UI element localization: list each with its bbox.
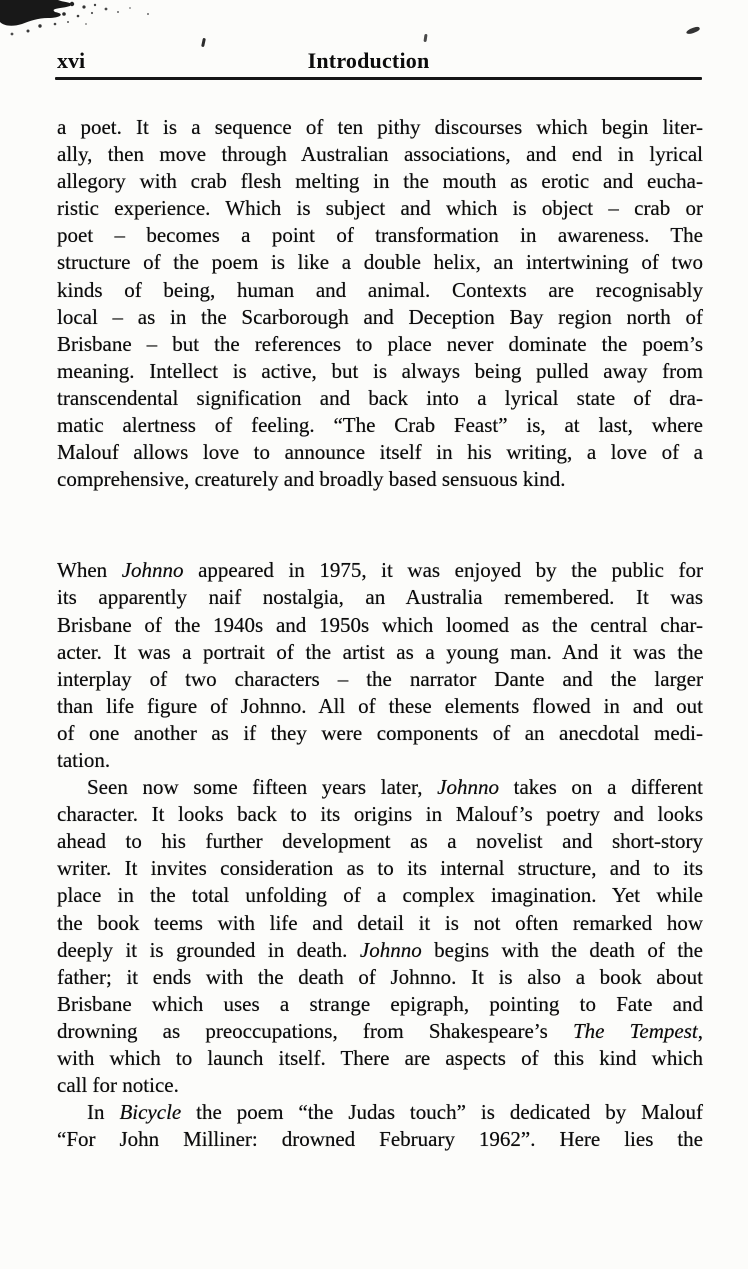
text-line [57, 693, 703, 720]
text-line [57, 639, 703, 666]
text-run: In [87, 1100, 120, 1125]
text-line [57, 331, 703, 358]
text-section-1 [57, 114, 703, 493]
italic-run: Johnno [359, 937, 422, 962]
text-line [57, 304, 703, 331]
text-run: character. It looks back to its origins in Malouf’s poetry and looks [57, 802, 703, 827]
text-run: transcendental signification and back into a lyrical state of dra- [57, 385, 703, 410]
text-line [57, 141, 703, 168]
text-run: When [57, 558, 122, 583]
ink-speck [201, 38, 206, 47]
text-line [57, 937, 703, 964]
italic-run: Johnno [437, 775, 499, 800]
text-run: appeared in 1975, it was enjoyed by the public for [183, 558, 703, 583]
text-run: begins with the death of the [421, 937, 703, 962]
text-line [57, 277, 703, 304]
text-line [57, 991, 703, 1018]
text-line [57, 747, 703, 774]
text-run: poet – becomes a point of transformation in awareness. The [57, 223, 703, 248]
text-line [57, 964, 703, 991]
text-line [57, 412, 703, 439]
text-line [57, 720, 703, 747]
text-run: “For John Milliner: drowned February 1962”. Here lies the [57, 1127, 703, 1152]
text-run: Brisbane – but the references to place never dominate the poem’s [57, 331, 703, 356]
text-run: local – as in the Scarborough and Deception Bay region north of [57, 304, 703, 329]
text-line [57, 666, 703, 693]
text-line [57, 774, 703, 801]
text-line [57, 557, 703, 584]
ink-squiggle [686, 26, 701, 35]
text-run: kinds of being, human and animal. Contexts are recognisably [57, 277, 703, 302]
ink-speck [423, 34, 427, 42]
text-line [57, 168, 703, 195]
text-run: comprehensive, creaturely and broadly based sensuous kind. [57, 467, 566, 492]
running-header [57, 48, 702, 74]
text-line [57, 1018, 703, 1045]
text-line [57, 801, 703, 828]
text-run: acter. It was a portrait of the artist as a young man. And it was the [57, 639, 703, 664]
text-line [57, 1045, 703, 1072]
text-run: deeply it is grounded in death. [57, 937, 360, 962]
text-line [57, 1072, 703, 1099]
text-line [57, 584, 703, 611]
text-line [57, 439, 703, 466]
text-run: ahead to his further development as a novelist and short-story [57, 829, 703, 854]
text-line [57, 882, 703, 909]
text-line [57, 828, 703, 855]
text-line [57, 358, 703, 385]
text-line [57, 466, 703, 493]
text-run: the poem “the Judas touch” is dedicated by Malouf [181, 1100, 703, 1125]
text-run: ristic experience. Which is subject and which is object – crab or [57, 196, 703, 221]
text-run: drowning as preoccupations, from Shakespeare’s [57, 1018, 573, 1043]
text-run: call for notice. [57, 1073, 179, 1098]
text-run: place in the total unfolding of a complex imagination. Yet while [57, 883, 703, 908]
text-run: of one another as if they were components of an anecdotal medi- [57, 720, 703, 745]
text-line [57, 1099, 703, 1126]
text-run: Seen now some fifteen years later, [87, 775, 438, 800]
text-line [57, 855, 703, 882]
text-run: its apparently naif nostalgia, an Australia remembered. It was [57, 585, 703, 610]
page-number: xvi [57, 48, 86, 73]
page-text-body [57, 114, 703, 1153]
text-line [57, 385, 703, 412]
text-run: meaning. Intellect is active, but is always being pulled away from [57, 358, 703, 383]
italic-run: Bicycle [119, 1100, 182, 1125]
text-run: , [697, 1018, 703, 1043]
text-run: the book teems with life and detail it is not often remarked how [57, 910, 703, 935]
text-line [57, 612, 703, 639]
header-rule [55, 77, 702, 80]
running-title: Introduction [307, 48, 430, 73]
text-run: takes on a different [498, 775, 703, 800]
text-run: than life figure of Johnno. All of these elements flowed in and out [57, 693, 703, 718]
text-line [57, 249, 703, 276]
text-line [57, 222, 703, 249]
text-run: matic alertness of feeling. “The Crab Feast” is, at last, where [57, 413, 703, 438]
text-run: tation. [57, 747, 111, 772]
text-run: allegory with crab flesh melting in the mouth as erotic and eucha- [57, 169, 703, 194]
text-run: writer. It invites consideration as to its internal structure, and to its [57, 856, 703, 881]
text-run: Brisbane which uses a strange epigraph, pointing to Fate and [57, 991, 703, 1016]
text-run: Brisbane of the 1940s and 1950s which loomed as the central char- [57, 612, 703, 637]
text-run: Malouf allows love to announce itself in his writing, a love of a [57, 440, 703, 465]
text-line [57, 114, 703, 141]
text-run: with which to launch itself. There are aspects of this kind which [57, 1046, 703, 1070]
text-run: a poet. It is a sequence of ten pithy discourses which begin liter- [57, 115, 703, 139]
italic-run: The Tempest [573, 1018, 698, 1043]
text-run: father; it ends with the death of Johnno. It is also a book about [57, 964, 703, 989]
text-line [57, 910, 703, 937]
italic-run: Johnno [121, 558, 184, 583]
text-run: structure of the poem is like a double helix, an intertwining of two [57, 250, 703, 275]
text-line [57, 195, 703, 222]
text-run: interplay of two characters – the narrator Dante and the larger [57, 666, 703, 691]
text-line [57, 1126, 703, 1153]
text-run: ally, then move through Australian associations, and end in lyrical [57, 142, 703, 167]
text-section-2 [57, 557, 703, 1153]
